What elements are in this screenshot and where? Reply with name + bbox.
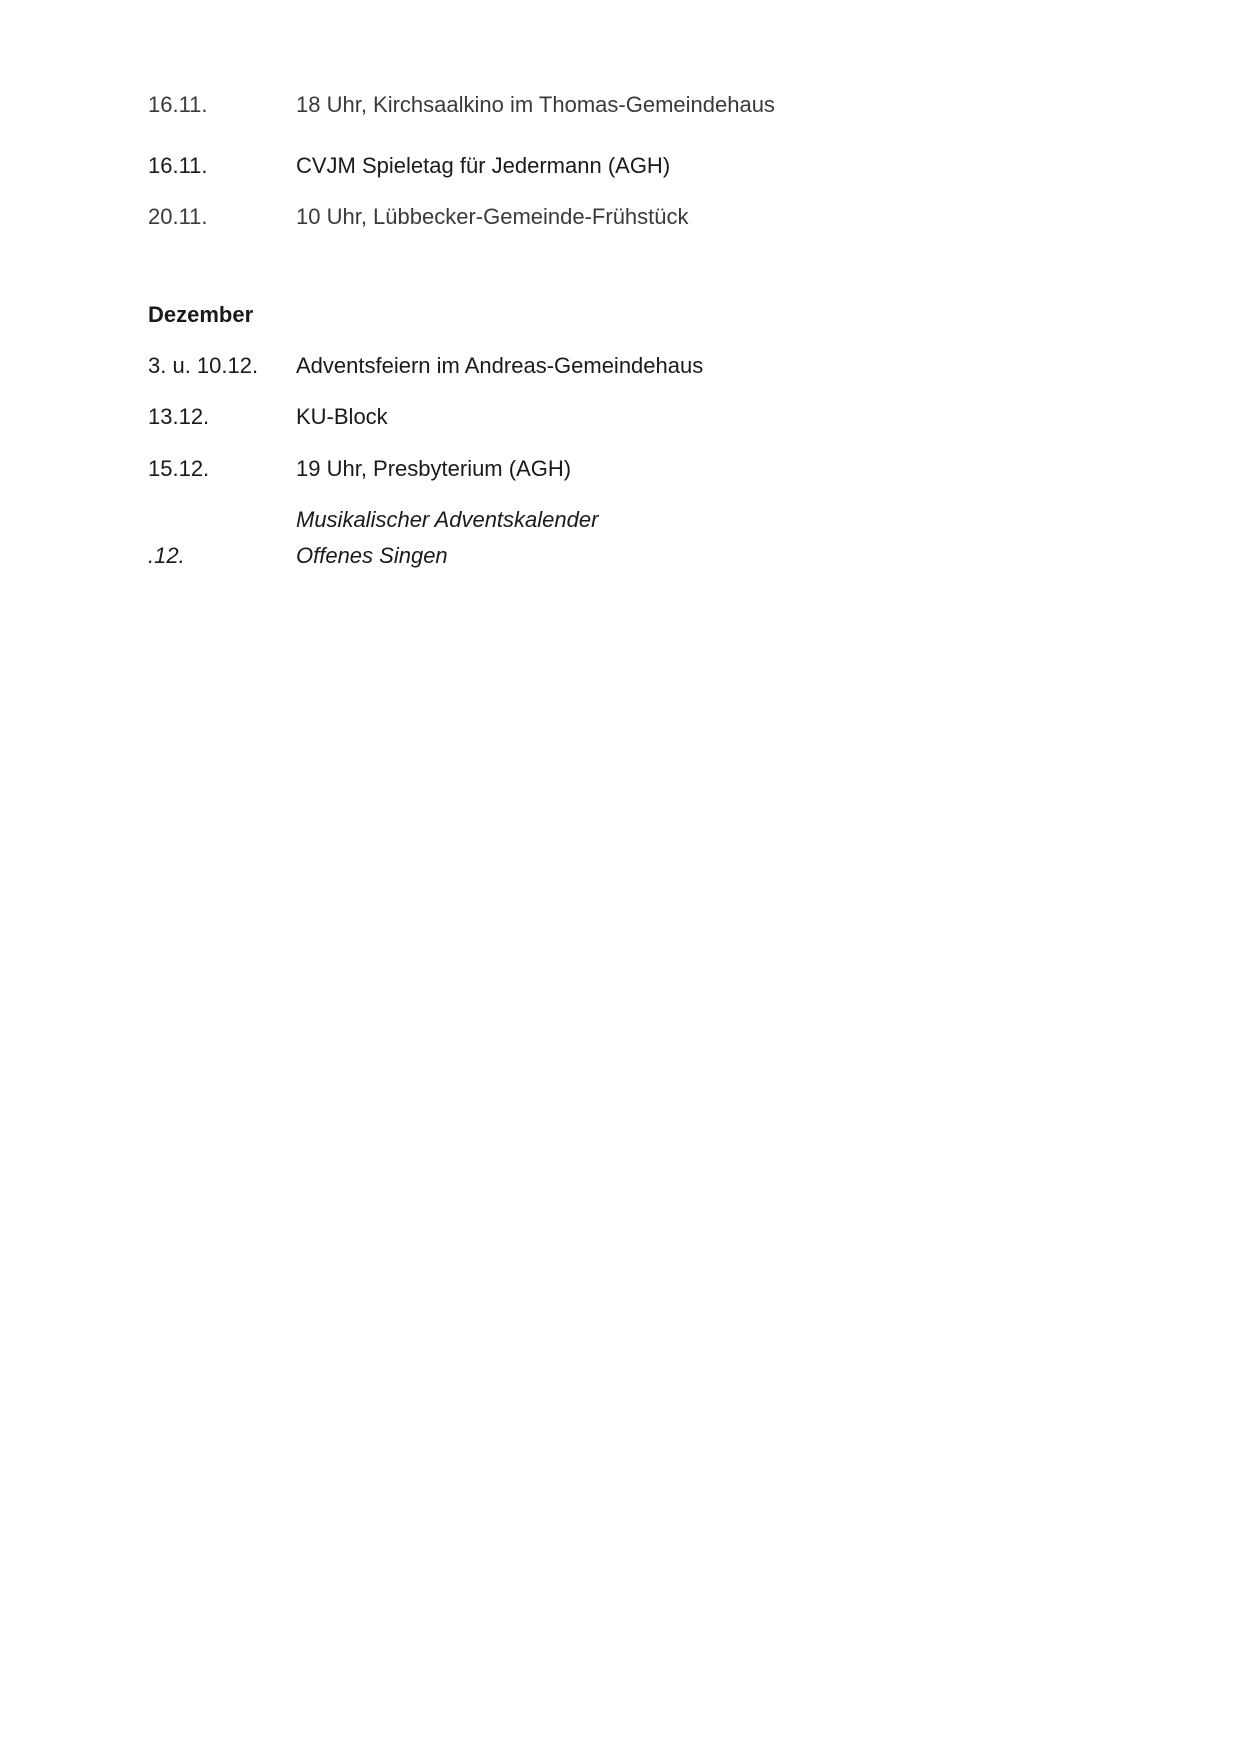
event-description: 19 Uhr, Presbyterium (AGH) xyxy=(296,456,572,481)
event-date: .12. xyxy=(148,543,185,568)
event-date: 16.11. xyxy=(148,153,208,178)
event-description: Adventsfeiern im Andreas-Gemeindehaus xyxy=(296,353,704,378)
event-description: KU-Block xyxy=(296,404,388,429)
event-description: 10 Uhr, Lübbecker-Gemeinde-Frühstück xyxy=(296,204,689,229)
event-row xyxy=(148,90,1048,120)
event-description: CVJM Spieletag für Jedermann (AGH) xyxy=(296,153,671,178)
event-row xyxy=(148,454,1048,484)
event-row xyxy=(148,541,1048,571)
event-row xyxy=(148,505,1048,535)
event-description: 18 Uhr, Kirchsaalkino im Thomas-Gemeindehaus xyxy=(296,92,775,117)
month-heading-dezember: Dezember xyxy=(148,302,254,327)
event-description: Offenes Singen xyxy=(296,543,448,568)
event-date: 3. u. 10.12. xyxy=(148,353,259,378)
event-row xyxy=(148,151,1048,181)
event-row xyxy=(148,202,1048,232)
event-description: Musikalischer Adventskalender xyxy=(296,507,599,532)
event-date: 20.11. xyxy=(148,204,208,229)
event-row xyxy=(148,351,1048,381)
event-date: 13.12. xyxy=(148,404,210,429)
event-date: 16.11. xyxy=(148,92,208,117)
event-row xyxy=(148,402,1048,432)
event-date: 15.12. xyxy=(148,456,210,481)
